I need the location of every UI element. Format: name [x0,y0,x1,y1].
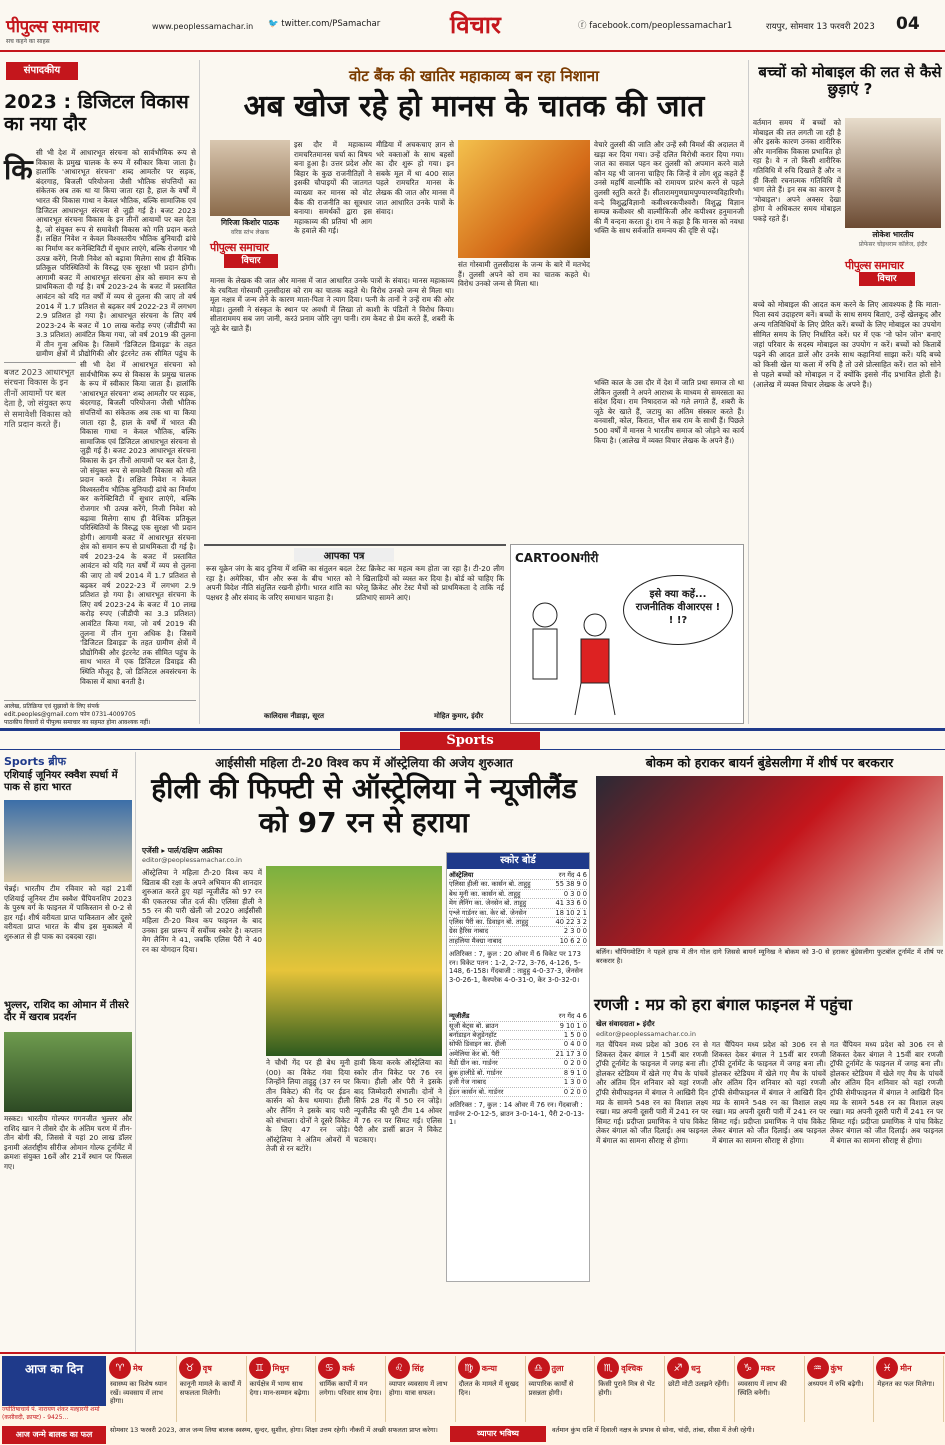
zodiac-icon: ♈ [109,1357,131,1379]
player-figures: रन गेंद 4 6 [558,1012,587,1021]
ranji-byline: खेल संवाददाता ▸ इंदौर [596,1020,655,1028]
brief-2-headline: भुल्लर, राशिद का ओमान में तीसरे दौर में खराब प्रदर्शन [4,1000,129,1023]
player-name: ताहलिया मैक्ग्रा नाबाद [449,936,502,945]
player-name: सोफी डिवाइन का. हीली [449,1040,507,1049]
player-name: ऑस्ट्रेलिया [449,871,474,879]
scoreboard-totals-1: अतिरिक्त : 7, कुल : 20 ओवर में 6 विकेट पर 173 रन। विकेट पतन : 1-2, 2-72, 3-76, 4-126, 5-148, 6-158। गेंदबाजी : ताहुहु 4-0-37-3, जेनसेन 3-0-26-1, कैस्परेक 4-0-31-0, केर 3-0-32-0। [449,950,583,985]
zodiac-text: व्यवसाय में लाभ की स्थिति बनेगी। [737,1380,787,1397]
rashifal-label: आज का दिन [2,1356,106,1406]
article-kicker: वोट बैंक की खातिर महाकाव्य बन रहा निशाना [349,67,599,85]
cricket-email: editor@peoplessamachar.co.in [142,856,242,864]
cartoon-panel [510,544,744,724]
website[interactable]: www.peoplessamachar.in [152,22,254,31]
main-article [204,60,744,540]
player-figures: 41 33 6 0 [555,899,587,908]
player-figures: 0 4 0 0 [563,1040,587,1049]
children-article [748,60,945,724]
scoreboard [446,852,590,1282]
scoreboard-innings-2 [447,1010,589,1099]
letter-1-signature: कालिदास नीडाड़ा, सूरत [264,712,324,720]
player-name: बेथ मूनी का. कार्सन बो. ताहुहु [449,889,521,898]
brand-section: विचार [224,254,278,268]
author-photo [845,118,941,228]
zodiac-name: सिंह [412,1363,424,1373]
cricket-body-2: ने चौथी गेंद पर ही बेथ मूनी (00) का विकेट गंवा दिया जिन्होंने लिया ताहुहु (37 रन पर तीन विकेट) की गेंद पर ईडन कार्सन को कैच थमाया। हीली और लैनिंग ने इसके बाद पारी को संभाला। दोनों ने दूसरे विकेट के लिए 47 रन जोड़े। ऑस्ट्रेलिया ने अंतिम ओवरों में तेजी से रन बटोरे। [266,1058,350,1154]
zodiac-name: कर्क [342,1363,355,1373]
player-figures: 55 38 9 0 [555,880,587,889]
score-row [449,1050,587,1059]
score-row [449,899,587,908]
zodiac-icon: ♌ [388,1357,410,1379]
score-row [449,1022,587,1031]
editorial-body-top: सी भी देश में आधारभूत संरचना को सार्वभौमिक रूप से विकास के प्रमुख चालक के रूप में स्वीकार किया जाता है। हालांकि 'आधारभूत संरचना' शब्द आमतौर पर सड़क, बंदरगाह, बिजली परियोजना जैसी भौतिक संपत्तियों का संकेतक अब तक था या किया जाता रहा है, हाल के वर्षों में भारत की विकास गाथा न केवल भौतिक, बल्कि सामाजिक एवं डिजिटल आधारभूत संरचना से जुड़ी गई है। बजट 2023 आधारभूत संरचना विकास के इन तीनों आयामों पर बल देता है, जो संयुक्त रूप से समावेशी विकास को गति प्रदान करते हैं। लक्षित निवेश न केवल विश्वस्तरीय भौतिक बुनियादी ढांचे का निर्माण कर कनेक्टिविटी में सुधार लाएंगे, बल्कि रोजगार भी उत्पन्न करेंगे, निजी निवेश को बढ़ावा मिलेगा साथ ही वैश्विक प्रतिकूल परिस्थितियों के विरुद्ध एक सुरक्षा भी प्रदान होगी। आगामी बजट में आधारभूत संरचना क्षेत्र को समान रूप से प्राथमिकता दी गई है। वर्ष 2023-24 के बजट में प्रस्तावित आवंटन को यदि गत वर्षों में व्यय से तुलना की जाए तो वर्ष 2014 में 1.7 प्रतिशत से बढ़कर वर्ष 2022-23 में लगभग 2.9 प्रतिशत हो गया है। आधारभूत संरचना के लिए वर्ष 2023-24 के बजट में 10 लाख करोड़ रुपए (जीडीपी का 3.3 प्रतिशत) आवंटित किया गया, जो वर्ष 2019 की तुलना में तीन गुना अधिक है। जिसमें 'डिजिटल डिवाइड' के तहत ग्रामीण क्षेत्रों में प्रौद्योगिकी और इंटरनेट तक सीमित पहुंच के [36,148,196,358]
masthead [0,0,945,52]
article-col-4: वेचारे तुलसी की जाति और उन्हें स्त्री विमर्श की अदालत में खड़ा कर दिया गया। उन्हें दलित विरोधी करार दिया गया। जात का सवाल पहन कर तुलसी को अपमान करने वाले कौन यह भी जानना चाहिए कि जिन्हें वे लोग शूद्र कहते हैं उनसे महर्षि वाल्मीकि को रामायण प्रारंभ करने से पहले तुलसी स्तुति करते हैं। सीतारामगुणग्रामपुण्यारण्यविहारिणौ। वन्दे विशुद्धविज्ञानौ कवीश्वरकपीश्वरौ। विशुद्ध विज्ञान सम्पन्न कवीश्वर श्री वाल्मीकिजी और कपीश्वर हनुमानजी की मैं वन्दना करता हूं। राम ने कहा है कि मानस को नवधा भक्ति के साथ सर्वजाति समन्वय की दृष्टि से पढ़ें। [594,140,744,236]
speech-bubble: इसे क्या कहें... राजनीतिक वीआरएस ! ! !? [623,575,733,645]
player-figures: 1 5 0 0 [563,1031,587,1040]
letter-2: टेस्ट क्रिकेट का महत्व कम होता जा रहा है। टी-20 लीग ने खिलाड़ियों को व्यस्त कर दिया है। बोर्ड को चाहिए कि घरेलू क्रिकेट और टेस्ट मैचों को प्राथमिकता दे ताकि नई प्रतिभाएं सामने आएं। [356,564,504,602]
zodiac-icon: ♎ [528,1357,550,1379]
letter-2-signature: मोहित कुमार, इंदौर [434,712,484,720]
zodiac-text: व्यापारिक कार्यों से प्रसन्नता होगी। [528,1380,574,1397]
article-col-1: इस दौर में महाकाव्य रामचरितमानस चर्चा का विषय बना हुआ है। उत्तर प्रदेश और बिहार के कुछ राजनीतिज्ञों ने इसकी चौपाइयों की जातगत व्याख्या कर मानस को वोट बैंक की राजनीति का सूत्रधार बनाया। समर्थकों द्वारा इस महाकाव्य की प्रतियां भी आग के हवाले की गई। [294,140,372,236]
article-col-5: भक्ति काल के उस दौर में देश में जाति प्रथा समाज तो था लेकिन तुलसी ने अपने आराध्य के माध्यम से समरसता का संदेश दिया। राम निषादराज को गले लगाते हैं, शबरी के जूठे बेर खाते हैं, जटायु का अंतिम संस्कार करते हैं। वनवासी, कोल, किरात, भील सब राम के साथी हैं। पिछले 500 वर्षों में मानस ने भारतीय समाज को जोड़ने का कार्य किया है। (आलेख में व्यक्त विचार लेखक के अपने हैं।) [594,378,744,445]
section-title: विचार [450,11,501,39]
zodiac-name: वृश्चिक [621,1363,643,1373]
dateline: रायपुर, सोमवार 13 फरवरी 2023 [766,22,875,32]
zodiac-तुला [527,1356,596,1422]
player-name: सूजी बेट्स बो. ब्राउन [449,1021,499,1030]
cricket-body-3: हावी किया करके ऑस्ट्रेलिया का स्कोर तीन विकेट पर 76 रन किया। हीली और पैरी ने इसके बाद जिम्मेदारी संभाली। दोनों ने सिर्फ 28 गेंद में 50 रन जोड़े। न्यूजीलैंड की पूरी टीम 14 ओवर में 76 रन पर सिमट गई। एलिस पैरी और डार्सी ब्राउन ने विकेट चटकाए। [354,1058,442,1144]
zodiac-name: तुला [551,1363,564,1373]
children-body-top: वर्तमान समय में बच्चों को मोबाइल की लत लगती जा रही है और इसके कारण उनका शारीरिक और मानसिक विकास प्रभावित हो रहा है। वे न तो किसी शारीरिक गतिविधि में रुचि दिखाते हैं और न ही किसी रचनात्मक गतिविधि में भाग लेते हैं। इन सब का कारण है 'मोबाइल'। अपने अक्सर देखा होगा वे अधिकतर समय मोबाइल पकड़े रहते हैं। [753,118,841,223]
ranji-headline: रणजी : मप्र को हरा बंगाल फाइनल में पहुंचा [594,995,853,1014]
facebook-handle[interactable]: ⓕ facebook.com/peoplessamachar1 [578,21,733,31]
editorial-body: सी भी देश में आधारभूत संरचना को सार्वभौमिक रूप से विकास के प्रमुख चालक के रूप में स्वीकार किया जाता है। हालांकि 'आधारभूत संरचना' शब्द आमतौर पर सड़क, बंदरगाह, बिजली परियोजना जैसी भौतिक संपत्तियों का संकेतक अब तक था या किया जाता रहा है, हाल के वर्षों में भारत की विकास गाथा न केवल भौतिक, बल्कि सामाजिक एवं डिजिटल आधारभूत संरचना से जुड़ी गई है। बजट 2023 आधारभूत संरचना विकास के इन तीनों आयामों पर बल देता है, जो संयुक्त रूप से समावेशी विकास को गति प्रदान करते हैं। लक्षित निवेश न केवल विश्वस्तरीय भौतिक बुनियादी ढांचे का निर्माण कर कनेक्टिविटी में सुधार लाएंगे, बल्कि रोजगार भी उत्पन्न करेंगे, निजी निवेश को बढ़ावा मिलेगा साथ ही वैश्विक प्रतिकूल परिस्थितियों के विरुद्ध एक सुरक्षा भी प्रदान होगी। आगामी बजट में आधारभूत संरचना क्षेत्र को समान रूप से प्राथमिकता दी गई है। वर्ष 2023-24 के बजट में प्रस्तावित आवंटन को यदि गत वर्षों में व्यय से तुलना की जाए तो वर्ष 2014 में 1.7 प्रतिशत से बढ़कर वर्ष 2022-23 में लगभग 2.9 प्रतिशत हो गया है। आधारभूत संरचना के लिए वर्ष 2023-24 के बजट में 10 लाख करोड़ रुपए (जीडीपी का 3.3 प्रतिशत) आवंटित किया गया, जो वर्ष 2019 की तुलना में तीन गुना अधिक है। जिसमें 'डिजिटल डिवाइड' के तहत ग्रामीण क्षेत्रों में प्रौद्योगिकी और इंटरनेट तक सीमित पहुंच के साथ भारत में एक डिजिटल डिवाइड की स्थिति मौजूद है, जो डिजिटल अवसंरचना के विकास में बाधा बनती है। [80,360,196,686]
zodiac-कर्क [317,1356,386,1422]
zodiac-सिंह [387,1356,456,1422]
editorial-title: 2023 : डिजिटल विकास का नया दौर [4,91,189,135]
zodiac-icon: ♑ [737,1357,759,1379]
article-body-left: मानस के लेखक की जात और मानस में जात आधारित उनके पात्रों के संवाद। मानस महाकाव्य के रचयिता गोस्वामी तुलसीदास को राम का चातक कहते थे। विरोध उनको जन्म से मिला था। मूल नक्षत्र में जन्म लेने के कारण माता-पिता ने त्याग दिया। पत्नी के तानों ने उन्हें राम की ओर मोड़ा। तुलसी ने संस्कृत के स्थान पर अवधी में लिखा तो काशी के पंडितों ने विरोध किया। सीताराममय सब जग जानी, करउं प्रनाम जोरि जुग पानी। राम केवट से प्रेम करते हैं, शबरी के जूठे बेर खाते हैं। [210,276,454,333]
player-figures: रन गेंद 4 6 [558,871,587,879]
rashifal-section [0,1352,945,1445]
zodiac-मेष [108,1356,177,1422]
zodiac-text: किसी पुराने मित्र से भेंट होगी। [598,1380,655,1397]
author-role: वरिष्ठ स्तंभ लेखक [230,229,270,236]
brand-tag: पीपुल्स समाचार [845,259,904,272]
squash-team-photo [4,800,132,882]
zodiac-name: मीन [900,1363,912,1373]
zodiac-name: वृष [202,1363,212,1373]
player-name: ईडन कार्सन बो. गार्डनर [449,1087,504,1096]
zodiac-name: मिथुन [272,1363,289,1373]
zodiac-वृष [178,1356,247,1422]
player-name: ब्रुक हालीडे बो. गार्डनर [449,1068,502,1077]
player-figures: 2 3 0 0 [563,927,587,936]
player-name: मेग लैनिंग का. जेनसेन बो. ताहुहु [449,899,527,908]
zodiac-icon: ♍ [458,1357,480,1379]
player-name: न्यूजीलैंड [449,1012,470,1021]
player-figures: 18 10 2 1 [555,908,587,917]
zodiac-icon: ♉ [179,1357,201,1379]
bayern-photo [596,776,943,946]
zodiac-text: दौलत के मामले में सुखद दिन। [458,1380,519,1397]
player-figures: 21 17 3 0 [555,1049,587,1058]
zodiac-text: अध्ययन में रुचि बढ़ेगी। [807,1380,864,1388]
player-name: मैडी ग्रीन का. गार्डनर [449,1059,498,1068]
player-figures: 0 3 0 0 [563,889,587,898]
rashifal-note: ज्योतिषाचार्य पं. नारायण शंकर मल्हारगी शर्मा (कसीवदी, क्राफ्ट) - 9425... [2,1406,100,1421]
brief-1-body: चेन्नई। भारतीय टीम रविवार को यहां 21वीं एशियाई जूनियर टीम स्क्वैश चैंपियनशिप 2023 के पुरुष वर्ग के फाइनल में पाकिस्तान से 0-2 से हार गई। शीर्ष वरीयता प्राप्त पाकिस्तान और दूसरे वरीयता प्राप्त भारत के बीच इस मुकाबले में शुरुआत से ही पाक का दबदबा रहा। [4,884,132,941]
zodiac-name: कुंभ [830,1363,843,1373]
zodiac-text: छोटी मोटी उलझने रहेंगी। [668,1380,729,1388]
letters-section [204,544,506,724]
page-number: 04 [896,14,920,34]
player-figures: 9 10 1 0 [559,1021,587,1030]
bundesliga-caption: बर्लिन। चौपिंगमोटिंग ने पहले हाफ में तीन गोल दागे जिससे बायर्न म्यूनिख ने बोकम को 3-0 से हराकर बुंडेसलीगा फुटबॉल टूर्नामेंट में शीर्ष पर बरकरार है। [596,948,943,965]
player-name: एलिसा हीली का. कार्सन बो. ताहुहु [449,880,531,889]
brand-tag: पीपुल्स समाचार [210,241,269,254]
zodiac-name: कन्या [481,1363,497,1373]
letter-1: रूस यूक्रेन जंग के बाद दुनिया में शक्ति का संतुलन बदल रहा है। अमेरिका, चीन और रूस के बीच भारत को अपनी विदेश नीति संतुलित रखनी होगी। भारत शांति का पक्षधर है और संवाद के जरिए समाधान चाहता है। [206,564,352,602]
score-row [449,927,587,936]
sports-bar [0,728,945,750]
score-row [449,1040,587,1049]
player-name: बर्नाडाइन बेजुडेनहॉट [449,1031,497,1040]
zodiac-वृश्चिक [596,1356,665,1422]
bottom-left-label: आज जन्मे बालक का फल [2,1426,106,1444]
bundesliga-headline: बोकम को हराकर बायर्न बुंडेसलीगा में शीर्ष पर बरकरार [645,755,894,770]
editorial-column [0,60,200,724]
healy-batting-photo [266,866,442,1056]
children-body: बच्चे को मोबाइल की आदत कम करने के लिए आवश्यक है कि माता-पिता स्वयं उदाहरण बनें। बच्चों के साथ समय बिताएं, उन्हें खेलकूद और अन्य गतिविधियों के लिए प्रेरित करें। बच्चों के लिए मोबाइल का उपयोग सीमित समय के लिए निर्धारित करें। घर में एक 'नो फोन जोन' बनाएं जहां परिवार के सदस्य मोबाइल का उपयोग न करें। बच्चों को किताबें पढ़ने की आदत डालें और उनके साथ कहानियां साझा करें। यदि बच्चे को किसी खेल या कला में रुचि है तो उसे प्रोत्साहित करें। रात को सोने से पहले बच्चों को मोबाइल न दें क्योंकि इससे नींद प्रभावित होती है। (आलेख में व्यक्त विचार लेखक के अपने हैं।) [753,300,941,389]
sports-label: Sports [400,732,540,750]
ranji-body-3: गत चैंपियन मध्य प्रदेश को 306 रन से शिकस्त देकर बंगाल ने 15वीं बार रणजी ट्रॉफी टूर्नामेंट के फाइनल में जगह बना ली। होलकर स्टेडियम में खेले गए मैच के पांचवें और अंतिम दिन शनिवार को यहां रणजी ट्रॉफी सेमीफाइनल में बंगाल ने आखिरी दिन मप्र के सामने 548 रन का विशाल लक्ष्य रखा। मप्र अपनी दूसरी पारी में 241 रन पर सिमट गई। प्रदीप्ता प्रमाणिक ने पांच विकेट लेकर बंगाल को जीत दिलाई। अब फाइनल में बंगाल का सामना सौराष्ट्र से होगा। [830,1040,943,1145]
ranji-body-2: गत चैंपियन मध्य प्रदेश को 306 रन से शिकस्त देकर बंगाल ने 15वीं बार रणजी ट्रॉफी टूर्नामेंट के फाइनल में जगह बना ली। होलकर स्टेडियम में खेले गए मैच के पांचवें और अंतिम दिन शनिवार को यहां रणजी ट्रॉफी सेमीफाइनल में बंगाल ने आखिरी दिन मप्र के सामने 548 रन का विशाल लक्ष्य रखा। मप्र अपनी दूसरी पारी में 241 रन पर सिमट गई। प्रदीप्ता प्रमाणिक ने पांच विकेट लेकर बंगाल को जीत दिलाई। अब फाइनल में बंगाल का सामना सौराष्ट्र से होगा। [712,1040,826,1145]
zodiac-text: कानूनी मामले के कार्यों में सफलता मिलेगी। [179,1380,242,1397]
zodiac-मकर [736,1356,805,1422]
editorial-pullquote: बजट 2023 आधारभूत संरचना विकास के इन तीनों आयामों पर बल देता है, जो संयुक्त रूप से समावेशी विकास को गति प्रदान करते हैं। [4,362,76,429]
player-name: ग्रेस हैरिस नाबाद [449,927,489,936]
brand-section: विचार [859,272,915,286]
score-row [449,1012,587,1021]
player-name: इजी गेज नाबाद [449,1078,486,1087]
ram-sita-illustration [458,140,590,258]
score-row [449,937,587,946]
player-figures: 40 22 3 2 [555,918,587,927]
scoreboard-totals-2: अतिरिक्त : 7, कुल : 14 ओवर में 76 रन। गेंदबाजी : गार्डनर 2-0-12-5, ब्राउन 3-0-14-1, पैरी 2-0-13-1। [449,1100,585,1127]
children-headline: बच्चों को मोबाइल की लत से कैसे छुड़ाएं ? [758,63,942,99]
zodiac-text: कार्यक्षेत्र में भाग्य साथ देगा। मान-सम्मान बढ़ेगा। [249,1380,310,1397]
editorial-label: संपादकीय [6,62,78,80]
score-row [449,1059,587,1068]
player-figures: 10 6 2 0 [559,936,587,945]
birth-prediction: सोमवार 13 फरवरी 2023, आज जन्म लिया बालक स्वस्थ्य, सुन्दर, सुशील, होगा। शिक्षा उत्तम रहेगी। नौकरी में अच्छी सफलता प्राप्त करेगा। [110,1426,438,1434]
score-row [449,1069,587,1078]
logo: पीपुल्स समाचार सच कहने का साहस [6,17,99,45]
player-figures: 1 3 0 0 [563,1078,587,1087]
author-name: लोकेश भारतीय [872,230,914,239]
score-row [449,880,587,889]
facebook-icon: ⓕ [578,21,587,31]
zodiac-text: स्वास्थ्य का विशेष ध्यान रखें। व्यवसाय में लाभ होगा। [110,1380,167,1406]
article-col-3: संत गोस्वामी तुलसीदास के जन्म के बारे में मतभेद हैं। तुलसी अपने को राम का चातक कहते थे। विरोध उनको जन्म से मिला था। [458,260,590,289]
ranji-body-1: गत चैंपियन मध्य प्रदेश को 306 रन से शिकस्त देकर बंगाल ने 15वीं बार रणजी ट्रॉफी टूर्नामेंट के फाइनल में जगह बना ली। होलकर स्टेडियम में खेले गए मैच के पांचवें और अंतिम दिन शनिवार को यहां रणजी ट्रॉफी सेमीफाइनल में बंगाल ने आखिरी दिन मप्र के सामने 548 रन का विशाल लक्ष्य रखा। मप्र अपनी दूसरी पारी में 241 रन पर सिमट गई। प्रदीप्ता प्रमाणिक ने पांच विकेट लेकर बंगाल को जीत दिलाई। अब फाइनल में बंगाल का सामना सौराष्ट्र से होगा। [596,1040,708,1145]
cartoon-title: CARTOONगीरी [515,551,599,565]
scoreboard-title: स्कोर बोर्ड [447,853,589,869]
zodiac-icon: ♊ [249,1357,271,1379]
player-name: अमेलिया केर बो. पैरी [449,1049,500,1058]
player-figures: 8 9 1 0 [563,1068,587,1077]
score-row [449,909,587,918]
player-name: एश्ले गार्डनर का. केर बो. जेनसेन [449,908,527,917]
zodiac-icon: ♏ [597,1357,619,1379]
author-photo [210,140,290,216]
zodiac-कुंभ [806,1356,875,1422]
ranji-email: editor@peoplessamachar.co.in [596,1030,696,1038]
score-row [449,1078,587,1087]
cricket-kicker: आईसीसी महिला टी-20 विश्व कप में ऑस्ट्रेलिया की अजेय शुरुआत [215,756,513,770]
score-row [449,1088,587,1097]
brief-label: Sports ब्रीफ [4,755,67,768]
brief-1-headline: एशियाई जूनियर स्क्वैश स्पर्धा में पाक से हारा भारत [4,770,118,793]
zodiac-name: धनु [691,1363,701,1373]
score-row [449,871,587,880]
market-label: व्यापार भविष्य [450,1426,546,1442]
golfer-photo [4,1032,132,1112]
zodiac-मिथुन [248,1356,317,1422]
drop-cap: कि [4,153,33,186]
zodiac-मीन [875,1356,944,1422]
zodiac-text: धार्मिक कार्यों में मन लगेगा। परिवार साथ देगा। [319,1380,382,1397]
zodiac-name: मेष [133,1363,143,1373]
author-role: प्रोफेसर चोइथराम कॉलेज, इंदौर [858,241,928,248]
ranji-article [594,996,945,1352]
rashifal-signs [108,1356,944,1422]
cricket-body-1: ऑस्ट्रेलिया ने महिला टी-20 विश्व कप में खिताब की रक्षा के अपने अभियान की शानदार शुरुआत करते हुए यहां न्यूजीलैंड को 97 रन की एकतरफा जीत दर्ज की। एलिसा हीली ने 55 रन की पारी खेली जो 2020 आईसीसी महिला टी-20 विश्व कप फाइनल के बाद उनका इस प्रारूप में सर्वोच्च स्कोर है। कप्तान मेग लैनिंग ने 41, जबकि एलिस पैरी ने 40 रन का योगदान दिया। [142,868,262,954]
twitter-handle[interactable]: 🐦 twitter.com/PSamachar [268,19,381,29]
article-headline: अब खोज रहे हो मानस के चातक की जात [243,89,705,124]
zodiac-name: मकर [760,1363,775,1373]
brief-2-body: मस्कट। भारतीय गोल्फर गगनजीत भुल्लर और राशिद खान ने तीसरे दौर के अंतिम चरण में तीन-तीन बोगी की, जिससे वे यहां 20 लाख डॉलर इनामी अंतर्राष्ट्रीय सीरीज ओमान गोल्फ टूर्नामेंट में क्रमशः संयुक्त 16वें और 21वें स्थान पर फिसल गए। [4,1114,132,1171]
zodiac-धनु [666,1356,735,1422]
zodiac-icon: ♓ [876,1357,898,1379]
market-prediction: वर्तमान कुंभ राशि में दिवाली नक्षत्र के प्रभाव से सोना, चांदी, तांबा, सीसा में तेजी रहेगी। [552,1426,755,1434]
letters-label: आपका पत्र [294,548,394,562]
zodiac-icon: ♐ [667,1357,689,1379]
cartoon-figures [515,585,625,719]
zodiac-कन्या [457,1356,526,1422]
player-figures: 0 2 0 0 [563,1059,587,1068]
zodiac-icon: ♒ [807,1357,829,1379]
author-name: गिरिजा किशोर पाठक [220,218,280,227]
editorial-footer: आलेख, प्रतिक्रिया एवं सुझावों के लिए संपर्क edit.peoples@gmail.com फोन 0731-4009705 पाठकीय विचारों से पीपुल्स समाचार का सहमत होना आवश्यक नहीं। [4,700,196,726]
sports-brief [0,752,136,1352]
player-name: एलिस पैरी का. डिवाइन बो. ताहुहु [449,918,529,927]
zodiac-text: व्यापार व्यवसाय में लाभ होगा। यात्रा सफल। [389,1380,448,1397]
cricket-headline: हीली की फिफ्टी से ऑस्ट्रेलिया ने न्यूजीलैंड को 97 रन से हराया [151,772,577,839]
scoreboard-innings-1 [447,869,589,948]
article-col-2: मीडिया में अचकचाए ज्ञान से भरे वक्ताओं के साथ बहसों का दौर शुरू हो गया। इन सबके मूल में था 400 साल पहले रामचरित मानस के लेखक की जात और मानस में जात आधारित उनके पात्रों के संवाद। [376,140,454,217]
zodiac-text: मेहनत का फल मिलेगा। [877,1380,935,1388]
score-row [449,890,587,899]
twitter-icon: 🐦 [268,19,279,29]
cricket-byline: एजेंसी ▸ पार्ल/दक्षिण अफ्रीका [142,846,223,855]
player-figures: 0 2 0 0 [563,1087,587,1096]
zodiac-icon: ♋ [318,1357,340,1379]
score-row [449,1031,587,1040]
score-row [449,918,587,927]
cricket-article [138,752,590,1352]
